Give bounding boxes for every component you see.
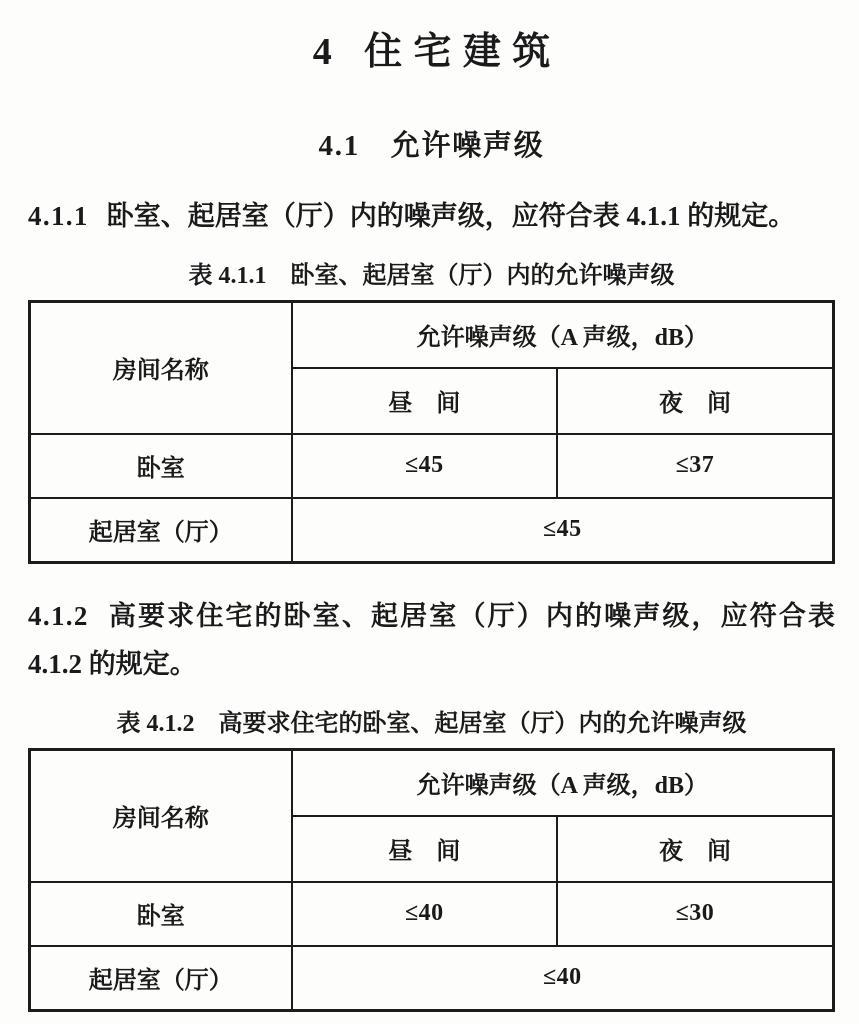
merged-value-cell: ≤45	[292, 498, 834, 563]
noise-table-4-1-1	[28, 300, 835, 564]
room-name-cell: 卧室	[30, 882, 292, 946]
header-cell-noise-group: 允许噪声级（A 声级，dB）	[292, 301, 834, 368]
table-row-living-room	[30, 946, 834, 1011]
night-value-cell: ≤30	[557, 882, 834, 946]
header-cell-nighttime: 夜 间	[557, 368, 834, 434]
merged-value-cell: ≤40	[292, 946, 834, 1011]
clause-text: 高要求住宅的卧室、起居室（厅）内的噪声级，应符合表 4.1.2 的规定。	[28, 600, 835, 680]
header-cell-daytime: 昼 间	[292, 368, 557, 434]
header-cell-nighttime: 夜 间	[557, 816, 834, 882]
table-row-bedroom	[30, 882, 834, 946]
night-value-cell: ≤37	[557, 434, 834, 498]
table-header-row	[30, 749, 834, 816]
table-row-bedroom	[30, 434, 834, 498]
clause-text: 卧室、起居室（厅）内的噪声级，应符合表 4.1.1 的规定。	[106, 201, 796, 231]
table-caption-4-1-2: 表 4.1.2 高要求住宅的卧室、起居室（厅）内的允许噪声级	[116, 710, 747, 737]
table-caption-4-1-1: 表 4.1.1 卧室、起居室（厅）内的允许噪声级	[188, 262, 675, 289]
chapter-title: 4 住宅建筑	[312, 31, 562, 73]
header-cell-daytime: 昼 间	[292, 816, 557, 882]
room-name-cell: 起居室（厅）	[30, 498, 292, 563]
room-name-cell: 起居室（厅）	[30, 946, 292, 1011]
day-value-cell: ≤45	[292, 434, 557, 498]
header-cell-room-name: 房间名称	[30, 749, 292, 882]
clause-4-1-2	[28, 592, 835, 689]
header-cell-noise-group: 允许噪声级（A 声级，dB）	[292, 749, 834, 816]
clause-4-1-1	[28, 192, 835, 241]
noise-table-4-1-2	[28, 748, 835, 1012]
clause-number: 4.1.2	[28, 600, 89, 631]
room-name-cell: 卧室	[30, 434, 292, 498]
section-title: 4.1 允许噪声级	[318, 130, 545, 162]
clause-number: 4.1.1	[28, 201, 89, 231]
day-value-cell: ≤40	[292, 882, 557, 946]
table-header-row	[30, 301, 834, 368]
header-cell-room-name: 房间名称	[30, 301, 292, 434]
table-row-living-room	[30, 498, 834, 563]
